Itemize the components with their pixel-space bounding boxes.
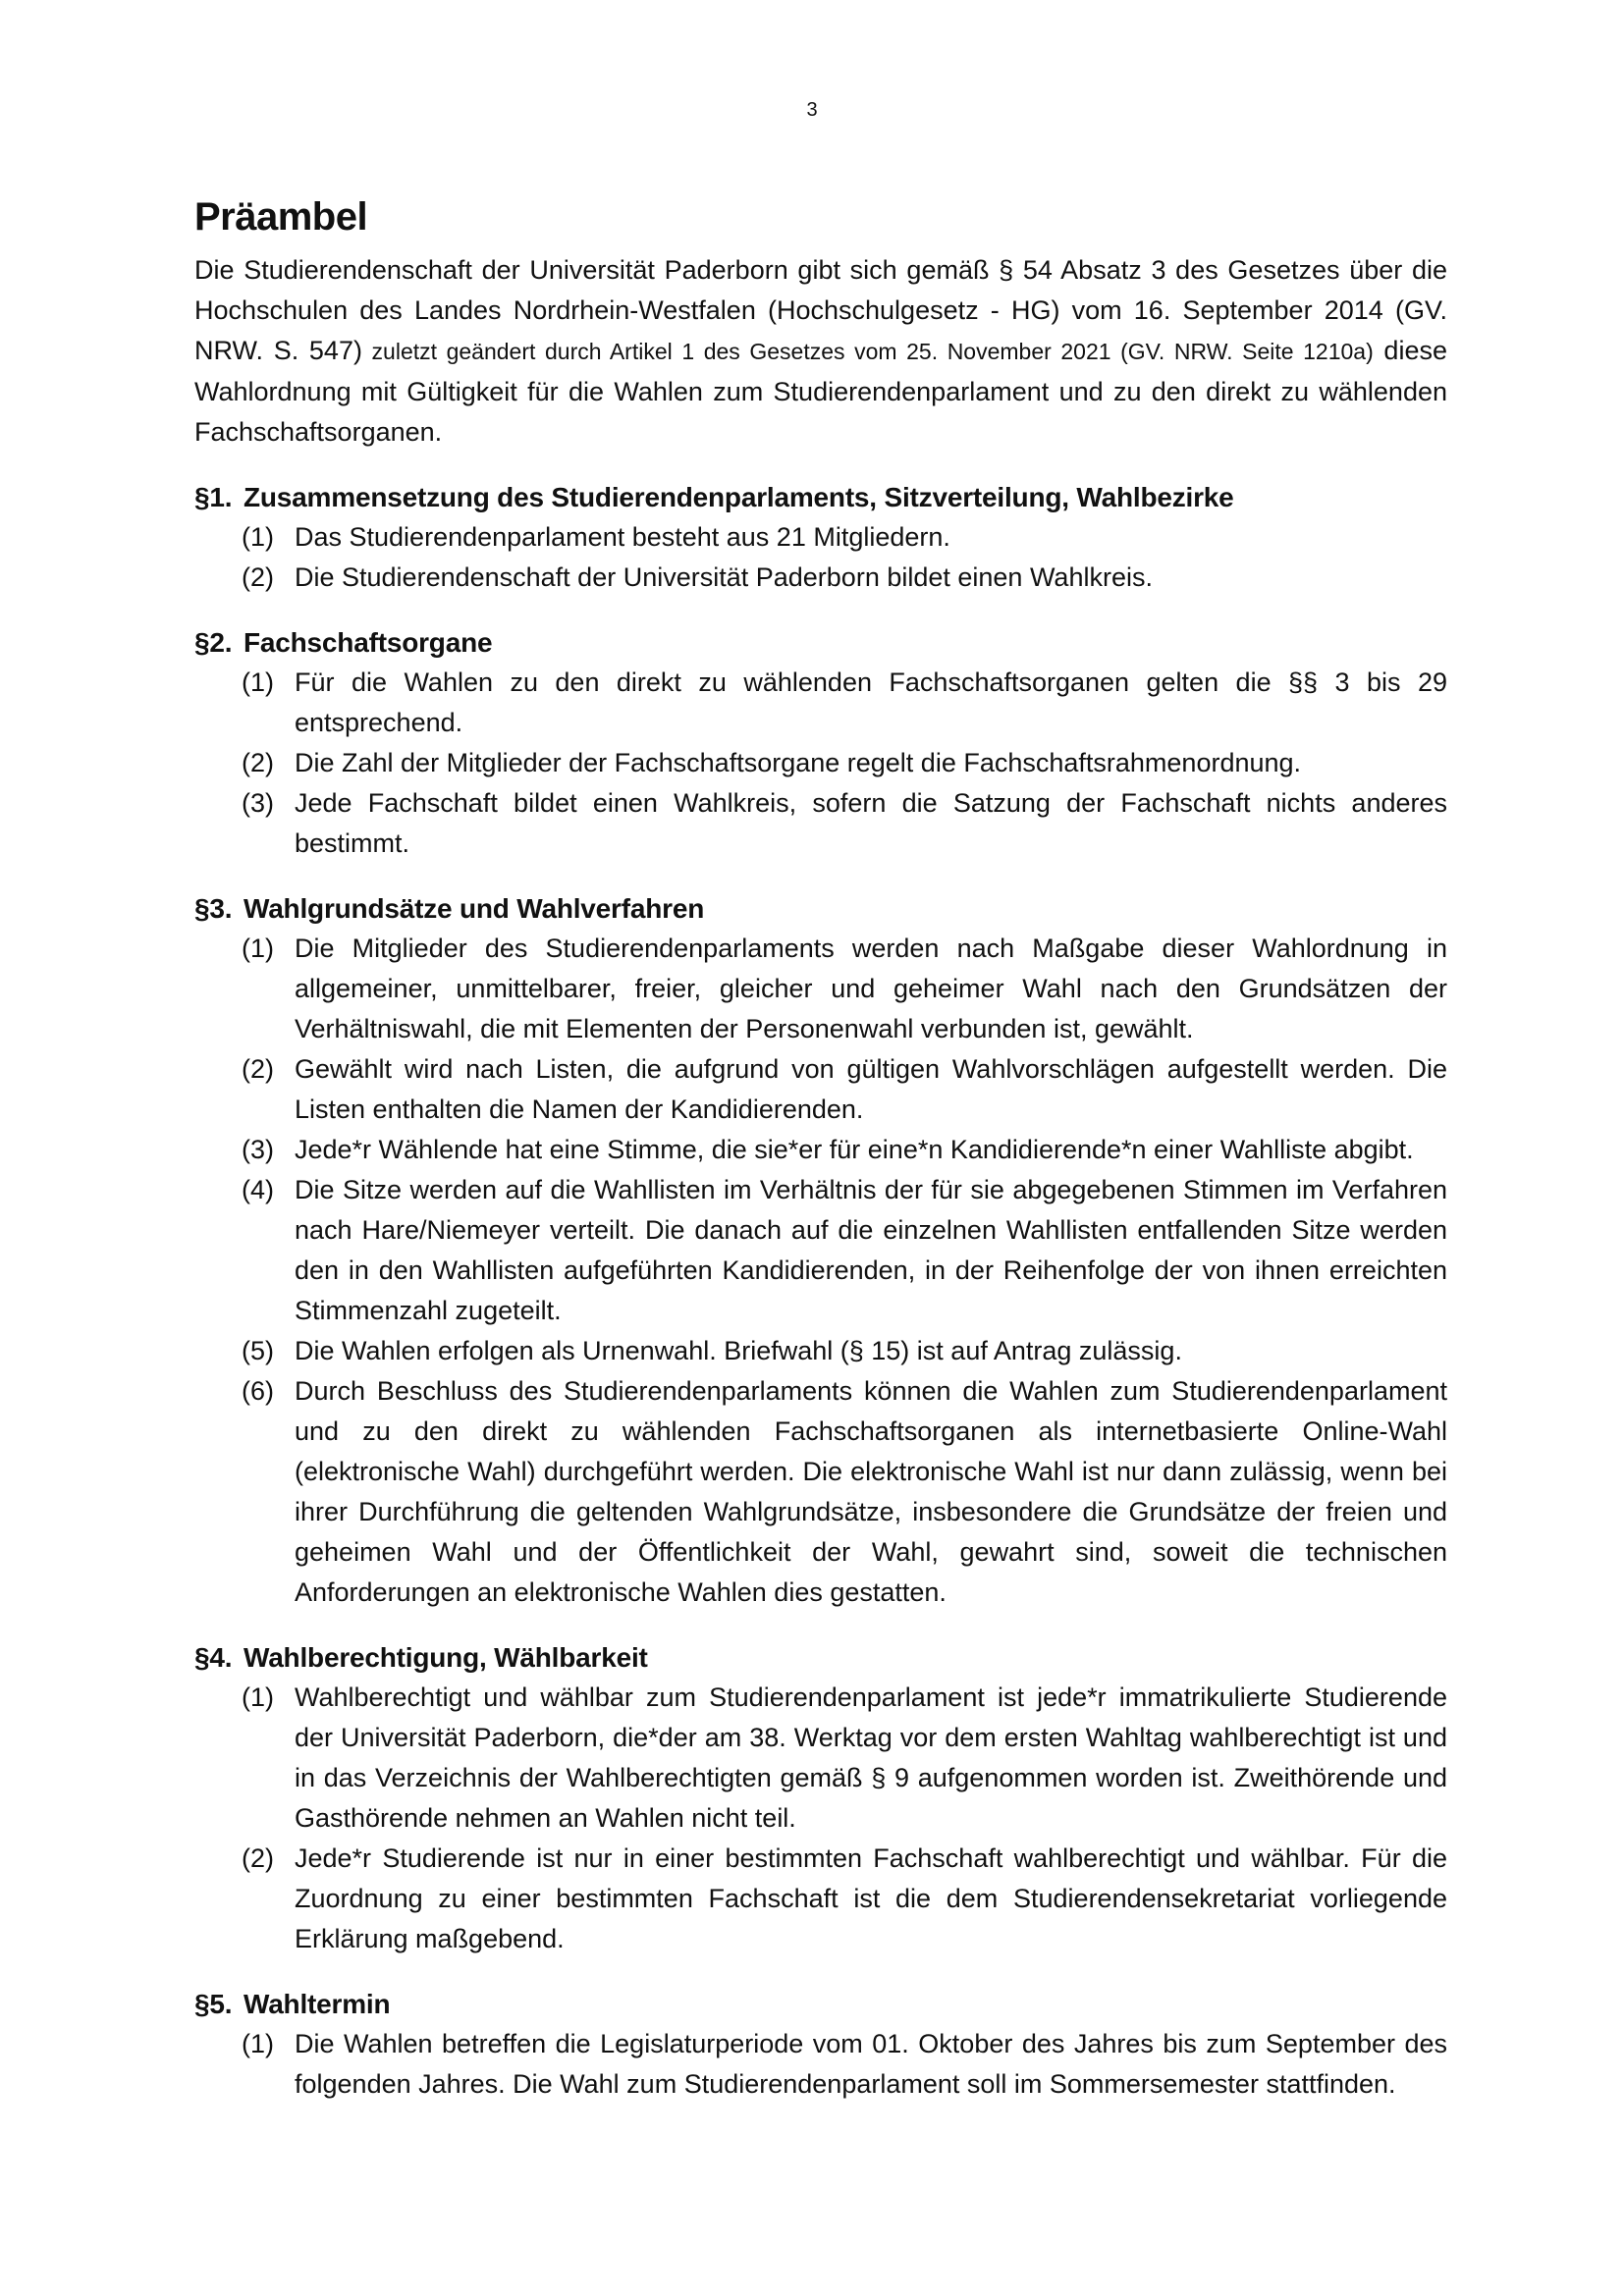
section-heading xyxy=(194,1985,1447,2024)
paragraph-item xyxy=(242,743,1447,783)
document-title: Präambel xyxy=(194,195,368,239)
item-number: (1) xyxy=(242,1682,274,1712)
item-number: (1) xyxy=(242,2029,274,2058)
item-text: Die Studierendenschaft der Universität Paderborn bildet einen Wahlkreis. xyxy=(295,562,1153,592)
section-5 xyxy=(194,1985,1447,2105)
item-text: Die Wahlen betreffen die Legislaturperiode vom 01. Oktober des Jahres bis zum September des folgenden Jahres. Die Wahl zum Studierendenparlament soll im Sommersemester stattfinden. xyxy=(295,2029,1447,2099)
item-text: Jede*r Wählende hat eine Stimme, die sie*er für eine*n Kandidierende*n einer Wahlliste abgibt. xyxy=(295,1135,1414,1164)
preamble-text xyxy=(194,250,1447,453)
section-title: Wahlberechtigung, Wählbarkeit xyxy=(244,1642,648,1673)
preamble-part-3: diese Wahlordnung mit Gültigkeit für die Wahlen zum Studierendenparlament und zu den direkt zu wählenden Fachschaftsorganen. xyxy=(194,336,1447,447)
paragraph-item xyxy=(242,2024,1447,2105)
item-text: Gewählt wird nach Listen, die aufgrund von gültigen Wahlvorschlägen aufgestellt werden. Die Listen enthalten die Namen der Kandidierenden. xyxy=(295,1054,1447,1124)
paragraph-item xyxy=(242,1130,1447,1170)
paragraph-item xyxy=(242,929,1447,1049)
item-number: (4) xyxy=(242,1175,274,1204)
section-number: §1. xyxy=(194,482,233,512)
item-text: Jede*r Studierende ist nur in einer bestimmten Fachschaft wahlberechtigt und wählbar. Für die Zuordnung zu einer bestimmten Fachschaft ist die dem Studierendensekretariat vorliegende Erklärung maßgebend. xyxy=(295,1843,1447,1953)
page-number: 3 xyxy=(806,99,818,121)
section-2 xyxy=(194,623,1447,864)
paragraph-item xyxy=(242,1371,1447,1613)
item-number: (2) xyxy=(242,1054,274,1084)
section-heading xyxy=(194,889,1447,929)
section-1 xyxy=(194,478,1447,598)
paragraph-item xyxy=(242,517,1447,558)
item-number: (6) xyxy=(242,1376,274,1406)
section-title: Zusammensetzung des Studierendenparlaments, Sitzverteilung, Wahlbezirke xyxy=(244,482,1234,512)
section-title: Wahlgrundsätze und Wahlverfahren xyxy=(244,893,705,924)
section-title: Wahltermin xyxy=(244,1989,391,2019)
section-number: §3. xyxy=(194,893,233,924)
paragraph-item xyxy=(242,783,1447,864)
preamble-part-2: zuletzt geändert durch Artikel 1 des Gesetzes vom 25. November 2021 (GV. NRW. Seite 1210a) xyxy=(361,339,1374,364)
paragraph-item xyxy=(242,1170,1447,1331)
item-text: Für die Wahlen zu den direkt zu wählenden Fachschaftsorganen gelten die §§ 3 bis 29 entsprechend. xyxy=(295,667,1447,737)
item-number: (1) xyxy=(242,934,274,963)
item-number: (3) xyxy=(242,788,274,818)
item-text: Die Sitze werden auf die Wahllisten im Verhältnis der für sie abgegebenen Stimmen im Verfahren nach Hare/Niemeyer verteilt. Die danach auf die einzelnen Wahllisten entfallenden Sitze werden den in den Wahllisten aufgeführten Kandidierenden, in der Reihenfolge der von ihnen erreichten Stimmenzahl zugeteilt. xyxy=(295,1175,1447,1325)
item-text: Jede Fachschaft bildet einen Wahlkreis, sofern die Satzung der Fachschaft nichts anderes bestimmt. xyxy=(295,788,1447,858)
item-number: (3) xyxy=(242,1135,274,1164)
document-content xyxy=(194,191,1447,2105)
section-heading xyxy=(194,1638,1447,1678)
preamble-part-1: Die Studierendenschaft der Universität Paderborn gibt sich gemäß § 54 Absatz 3 des Gesetzes über die Hochschulen des Landes Nordrhein-Westfalen (Hochschulgesetz - HG) vom 16. September 2014 (GV. NRW. S. 547) xyxy=(194,255,1447,365)
section-4 xyxy=(194,1638,1447,1959)
paragraph-item xyxy=(242,1839,1447,1959)
paragraph-item xyxy=(242,1049,1447,1130)
item-text: Das Studierendenparlament besteht aus 21 Mitgliedern. xyxy=(295,522,950,552)
section-title: Fachschaftsorgane xyxy=(244,627,493,658)
item-number: (2) xyxy=(242,748,274,777)
paragraph-item xyxy=(242,558,1447,598)
item-text: Wahlberechtigt und wählbar zum Studierendenparlament ist jede*r immatrikulierte Studierende der Universität Paderborn, die*der am 38. Werktag vor dem ersten Wahltag wahlberechtigt ist und in das Verzeichnis der Wahlberechtigten gemäß § 9 aufgenommen worden ist. Zweithörende und Gasthörende nehmen an Wahlen nicht teil. xyxy=(295,1682,1447,1833)
item-number: (1) xyxy=(242,522,274,552)
item-number: (2) xyxy=(242,1843,274,1873)
item-number: (1) xyxy=(242,667,274,697)
paragraph-item xyxy=(242,1331,1447,1371)
paragraph-item xyxy=(242,1678,1447,1839)
section-number: §4. xyxy=(194,1642,233,1673)
section-heading xyxy=(194,623,1447,663)
section-heading xyxy=(194,478,1447,517)
item-text: Die Mitglieder des Studierendenparlaments werden nach Maßgabe dieser Wahlordnung in allgemeiner, unmittelbarer, freier, gleicher und geheimer Wahl nach den Grundsätzen der Verhältniswahl, die mit Elementen der Personenwahl verbunden ist, gewählt. xyxy=(295,934,1447,1043)
item-text: Die Zahl der Mitglieder der Fachschaftsorgane regelt die Fachschaftsrahmenordnung. xyxy=(295,748,1302,777)
section-3 xyxy=(194,889,1447,1613)
item-number: (2) xyxy=(242,562,274,592)
paragraph-item xyxy=(242,663,1447,743)
item-number: (5) xyxy=(242,1336,274,1365)
section-number: §2. xyxy=(194,627,233,658)
item-text: Die Wahlen erfolgen als Urnenwahl. Briefwahl (§ 15) ist auf Antrag zulässig. xyxy=(295,1336,1182,1365)
item-text: Durch Beschluss des Studierendenparlaments können die Wahlen zum Studierendenparlament und zu den direkt zu wählenden Fachschaftsorganen als internetbasierte Online-Wahl (elektronische Wahl) durchgeführt werden. Die elektronische Wahl ist nur dann zulässig, wenn bei ihrer Durchführung die geltenden Wahlgrundsätze, insbesondere die Grundsätze der freien und geheimen Wahl und der Öffentlichkeit der Wahl, gewahrt sind, soweit die technischen Anforderungen an elektronische Wahlen dies gestatten. xyxy=(295,1376,1447,1607)
section-number: §5. xyxy=(194,1989,233,2019)
